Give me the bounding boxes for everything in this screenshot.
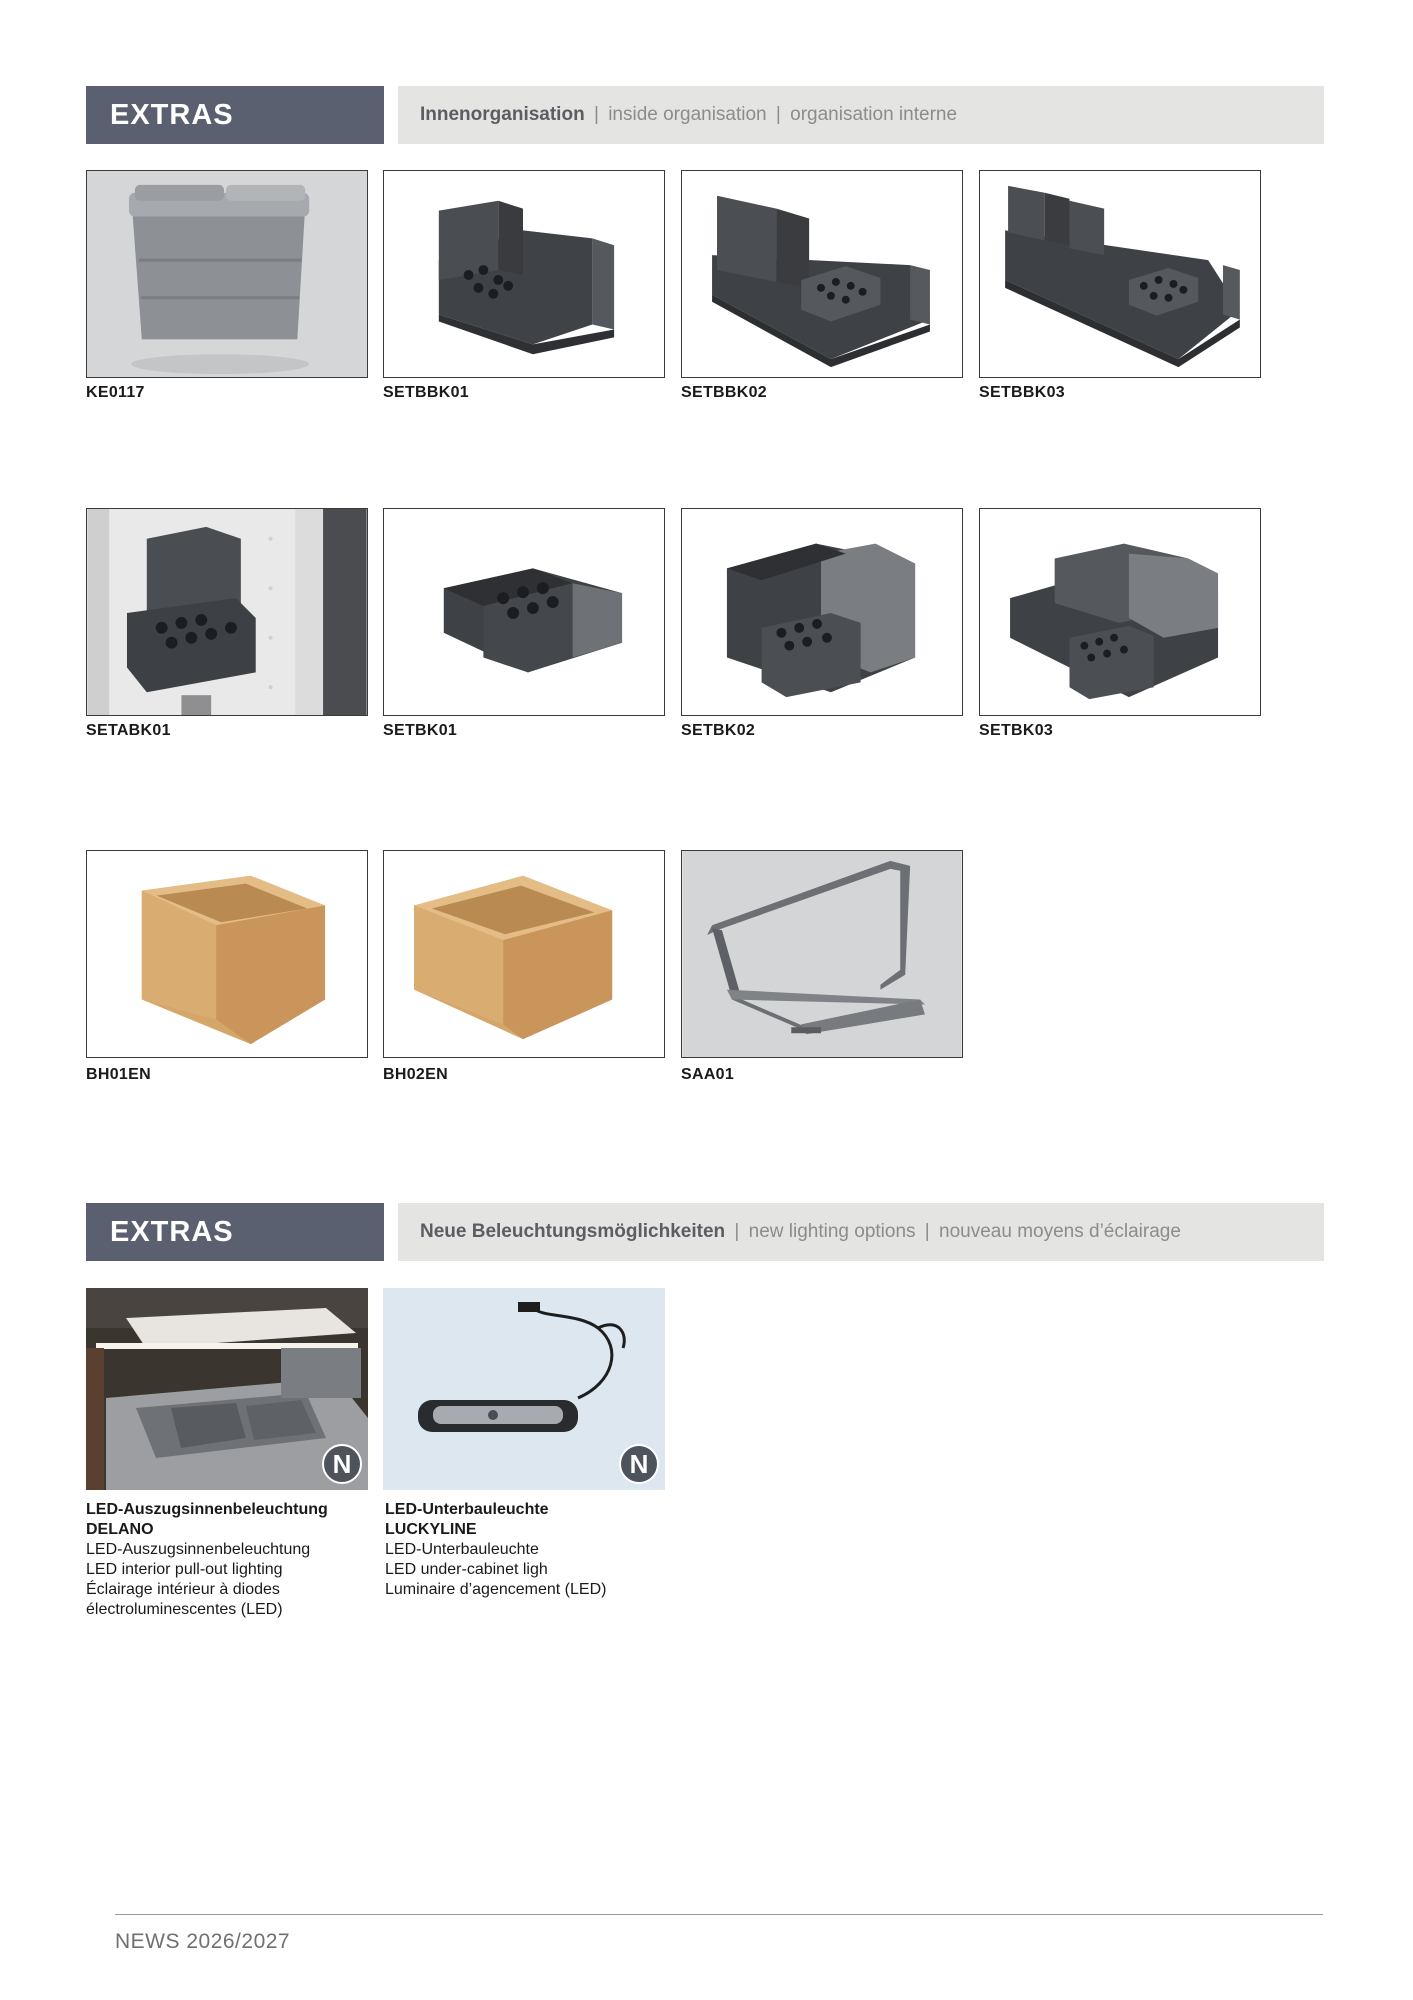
product-code: SETBBK02 [681, 384, 767, 401]
section-title-bar: Innenorganisation | inside organisation | organisation interne [398, 86, 1324, 144]
product-code: SAA01 [681, 1066, 735, 1083]
section-title-bar: Neue Beleuchtungsmöglichkeiten | new lighting options | nouveau moyens d’éclairage [398, 1203, 1324, 1261]
product-code: SETBBK01 [383, 384, 469, 401]
section-title-fr: organisation interne [790, 104, 958, 125]
product-image-setbbk02 [681, 170, 963, 378]
section-title-fr: nouveau moyens d’éclairage [939, 1221, 1181, 1242]
product-image-setbbk01 [383, 170, 665, 378]
product-photo-delano [86, 1288, 368, 1490]
product-image-setbbk03 [979, 170, 1261, 378]
product-code: KE0117 [86, 384, 145, 401]
product-code: BH01EN [86, 1066, 151, 1083]
section-header-lighting [86, 1203, 1324, 1261]
organizer-tray-icon [384, 171, 664, 377]
organizer-tray-icon [980, 171, 1260, 377]
section-title-en: inside organisation [608, 104, 767, 125]
footer-divider [115, 1914, 1323, 1915]
footer-text: NEWS 2026/2027 [115, 1930, 291, 1953]
organizer-tray-icon [682, 171, 962, 377]
section-tag: EXTRAS [86, 86, 384, 144]
product-image-setbk02 [681, 508, 963, 716]
section-title-de: Neue Beleuchtungsmöglichkeiten [420, 1221, 726, 1242]
product-image-setbk03 [979, 508, 1261, 716]
section-title-en: new lighting options [748, 1221, 916, 1242]
product-image-setbk01 [383, 508, 665, 716]
wooden-box-icon [384, 851, 664, 1057]
new-badge: N [322, 1444, 362, 1484]
section-header-inside-organisation [86, 86, 1324, 144]
towel-rail-icon [682, 851, 962, 1057]
organizer-boxes-icon [682, 509, 962, 715]
section-title-de: Innenorganisation [420, 104, 585, 125]
product-image-saa01 [681, 850, 963, 1058]
product-caption-luckyline: LED-Unterbauleuchte LUCKYLINE LED-Unterbauleuchte LED under-cabinet ligh Luminaire d’agencement (LED) [385, 1501, 607, 1598]
new-badge: N [619, 1444, 659, 1484]
product-code: SETBK03 [979, 722, 1054, 739]
organizer-boxes-icon [980, 509, 1260, 715]
product-image-ke0117 [86, 170, 368, 378]
product-code: BH02EN [383, 1066, 448, 1083]
product-code: SETABK01 [86, 722, 171, 739]
product-image-bh02en [383, 850, 665, 1058]
mounted-organizer-icon [87, 509, 367, 715]
product-caption-delano: LED-Auszugsinnenbeleuchtung DELANO LED-Auszugsinnenbeleuchtung LED interior pull-out lighting Éclairage intérieur à diodes électroluminescentes (LED) [86, 1501, 328, 1618]
wooden-box-icon [87, 851, 367, 1057]
product-code: SETBBK03 [979, 384, 1065, 401]
product-image-setabk01 [86, 508, 368, 716]
grey-bin-icon [87, 171, 367, 377]
product-photo-luckyline [383, 1288, 665, 1490]
product-code: SETBK02 [681, 722, 756, 739]
section-tag: EXTRAS [86, 1203, 384, 1261]
organizer-boxes-icon [384, 509, 664, 715]
product-code: SETBK01 [383, 722, 458, 739]
product-image-bh01en [86, 850, 368, 1058]
